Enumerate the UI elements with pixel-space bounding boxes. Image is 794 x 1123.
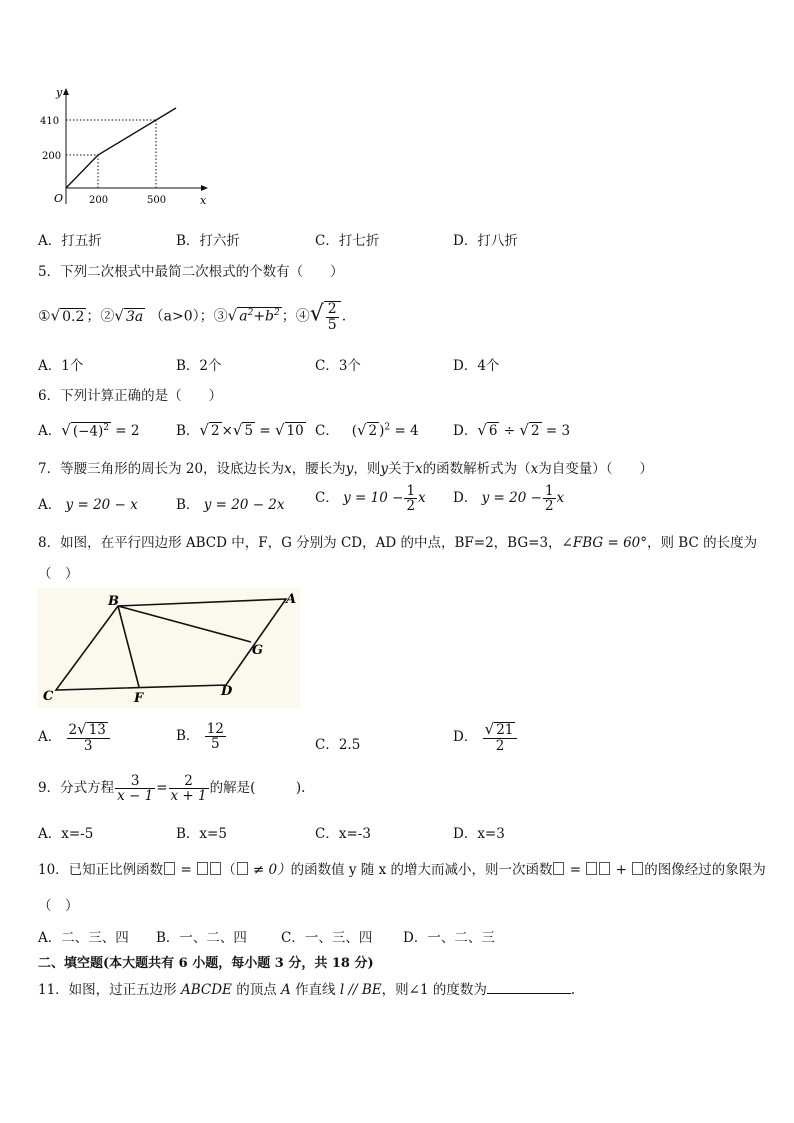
q8-a-label: A． [38, 728, 62, 745]
radical-icon: √ [484, 720, 495, 738]
graph-x-label: x [200, 194, 207, 207]
q6-b-times: × [221, 423, 233, 439]
missing-glyph-icon [197, 862, 208, 875]
radical-icon: √ [77, 720, 87, 738]
missing-glyph-icon [632, 862, 643, 875]
q5-stem: 5．下列二次根式中最简二次根式的个数有（ ） [38, 264, 344, 280]
q8-option-d[interactable] [453, 722, 518, 753]
q10-stem-part1: 10．已知正比例函数 [38, 862, 164, 878]
q6-a-exp: 2 [103, 422, 109, 433]
q7-var-y: y [345, 461, 354, 477]
q9-f2-den: x + 1 [170, 788, 207, 805]
q9-f1-num: 3 [115, 774, 155, 789]
q8-b-label: B． [176, 728, 200, 745]
q7-stem-part4: 关于 [387, 461, 415, 477]
q7-stem-part1: 7．等腰三角形的周长为 20，设底边长为 [38, 461, 285, 477]
q8-parallelogram-figure [38, 588, 303, 713]
missing-glyph-icon [586, 862, 597, 875]
q7-c-expr: y = 10 − [343, 490, 404, 507]
q8-b-den: 5 [211, 736, 220, 753]
q10-option-c[interactable]: C．一、三、四 [281, 930, 373, 946]
q6-c-label: C． [315, 423, 339, 439]
q8-option-a[interactable] [38, 722, 111, 753]
q7-c-label: C． [315, 490, 339, 507]
q5-item1-mark: ① [38, 308, 51, 325]
vertex-d-label: D [221, 684, 233, 699]
q9-f2-num: 2 [169, 774, 209, 789]
q6-c-radicand: 2 [368, 423, 378, 439]
q4-option-a[interactable]: A．打五折 [38, 233, 102, 249]
q6-d-r2: 2 [530, 423, 540, 439]
q10-stem-part3: 的图像经过的象限为 [644, 862, 766, 878]
q7-stem-part3: ，则 [353, 461, 381, 477]
q6-a-result: = 2 [110, 423, 140, 439]
graph-y-arrow [63, 88, 69, 95]
q10-option-d[interactable]: D．一、二、三 [403, 930, 495, 946]
missing-glyph-icon [210, 862, 221, 875]
q5-option-c[interactable]: C．3个 [315, 358, 361, 374]
q4-option-d[interactable]: D．打八折 [453, 233, 518, 249]
q6-option-a[interactable] [38, 419, 139, 439]
radical-icon: √ [50, 306, 61, 325]
q9-stem-part1: 9．分式方程 [38, 780, 115, 797]
q6-d-label: D． [453, 423, 478, 439]
q9-fraction-1 [115, 774, 155, 803]
q7-d-fraction [543, 484, 556, 513]
q11-stem-part2: 的顶点 [236, 982, 277, 998]
q5-item3-b: b [265, 308, 275, 325]
q5-item3-radicand: $a^2+b^2$ [239, 308, 280, 325]
radical-icon: √ [114, 306, 124, 325]
q10-cond-open: （ [222, 862, 236, 878]
q5-option-b[interactable]: B．2个 [176, 358, 222, 374]
q7-option-b[interactable] [176, 493, 285, 513]
q5-item3-sup-a: 2 [247, 308, 254, 319]
q5-item1-radicand: 0.2 [62, 308, 85, 325]
graph-function-line [66, 108, 176, 188]
q8-option-c[interactable]: C．2.5 [315, 737, 361, 753]
q6-a-label: A． [38, 423, 62, 439]
q5-item4-fraction [324, 301, 341, 332]
q10-stem-line2: （ ） [38, 898, 79, 914]
q8-a-fraction [67, 722, 110, 753]
q7-var-x-2: x [414, 461, 423, 477]
q7-c-fraction [404, 484, 417, 513]
q7-stem-part2: ，腰长为 [291, 461, 346, 477]
missing-glyph-icon [164, 862, 175, 875]
q7-c-num: 1 [406, 483, 416, 499]
q10-eq2: = [565, 862, 586, 878]
radical-icon: √ [356, 421, 367, 439]
missing-glyph-icon [599, 862, 610, 875]
segment-bg [118, 606, 251, 642]
q6-option-c[interactable]: C． (√ 2 )$^2$ = 4 [315, 421, 419, 439]
q5-item4-num: 2 [327, 301, 337, 317]
q9-option-b[interactable]: B．x=5 [176, 826, 227, 842]
q10-stem-line1 [38, 858, 766, 878]
q10-stem-part2: 的函数值 y 随 x 的增大而减小，则一次函数 [290, 862, 553, 878]
q8-option-b[interactable] [176, 722, 227, 751]
q6-b-eq: = [255, 423, 275, 439]
q7-stem [38, 457, 653, 477]
q6-b-r2: 5 [244, 423, 254, 439]
q7-var-y-2: y [380, 461, 388, 477]
q4-graph [36, 84, 216, 214]
q7-a-expr: y = 20 − x [65, 497, 138, 513]
q6-d-result: = 3 [541, 423, 571, 439]
q6-b-label: B． [176, 423, 200, 439]
vertex-c-label: C [43, 689, 54, 704]
missing-glyph-icon [237, 862, 248, 875]
q6-d-r1: 6 [488, 423, 498, 439]
q5-item3-sup-b: 2 [274, 308, 280, 319]
q11-vertex: A [281, 982, 291, 998]
q7-d-x: x [556, 490, 565, 507]
q11-stem-part1: 11．如图，过正五边形 [38, 982, 177, 998]
q5-option-a[interactable]: A．1个 [38, 358, 84, 374]
q8-stem-part1: 8．如图，在平行四边形 ABCD 中，F，G 分别为 CD，AD 的中点，BF=2，BG=3， [38, 535, 562, 551]
q8-a-num [67, 722, 110, 739]
graph-y-tick-200: 200 [42, 151, 62, 162]
q8-stem-part2: ，则 BC 的长度为 [647, 535, 758, 551]
q6-d-div: ÷ [499, 423, 520, 439]
q5-item2-radicand: 3a [125, 308, 144, 325]
missing-glyph-icon [553, 862, 564, 875]
q5-sep1: ；② [86, 308, 115, 325]
q11-line: l // BE [339, 982, 382, 998]
graph-origin-label: O [54, 192, 64, 205]
q9-option-d[interactable]: D．x=3 [453, 826, 505, 842]
q11-stem-part3: 作直线 [295, 982, 336, 998]
q9-f1-den: x − 1 [117, 788, 154, 805]
radical-icon: √ [519, 421, 529, 439]
q9-fraction-2 [169, 774, 209, 803]
q6-option-d[interactable] [453, 419, 570, 439]
q9-stem [38, 774, 305, 803]
q7-c-x: x [418, 490, 426, 507]
radical-icon: √ [61, 421, 71, 439]
radical-icon: √ [227, 306, 238, 325]
q11-answer-blank[interactable] [487, 980, 571, 994]
q4-option-c[interactable]: C．打七折 [315, 233, 380, 249]
vertex-a-label: A [286, 592, 297, 607]
q8-angle: ∠FBG = 60° [561, 535, 648, 551]
radical-icon: √ [274, 421, 285, 439]
q10-option-b[interactable]: B．一、二、四 [156, 930, 247, 946]
graph-x-tick-500: 500 [147, 195, 167, 206]
q10-cond: ≠ 0） [248, 862, 291, 878]
q6-option-b[interactable] [176, 419, 306, 439]
q11-end: . [570, 982, 576, 998]
q8-a-radicand: 13 [88, 722, 106, 738]
radical-icon: √ [232, 421, 243, 439]
q6-stem: 6．下列计算正确的是（ ） [38, 388, 223, 404]
q7-stem-part5: 的函数解析式为（ [422, 461, 531, 477]
q10-plus: + [611, 862, 632, 878]
segment-bf [118, 606, 139, 687]
q8-stem-line1 [38, 531, 757, 551]
q7-d-den: 2 [544, 498, 554, 515]
q6-a-base: (−4) [72, 423, 104, 439]
q6-c-result: = 4 [390, 423, 419, 439]
q8-d-radicand: 21 [496, 722, 514, 738]
q7-stem-part6: 为自变量）（ ） [538, 461, 653, 477]
q9-option-c[interactable]: C．x=-3 [315, 826, 371, 842]
q8-d-label: D． [453, 728, 478, 745]
q9-equals: = [156, 780, 168, 797]
q8-stem-line2: （ ） [38, 566, 79, 582]
q5-item2-cond: （a>0）；③ [149, 308, 228, 325]
q7-option-c[interactable] [315, 484, 426, 513]
q5-items [38, 301, 346, 332]
vertex-b-label: B [108, 594, 119, 609]
q10-option-a[interactable]: A．二、三、四 [38, 930, 129, 946]
radical-icon: √ [199, 421, 209, 439]
q5-item3-a: a [239, 308, 248, 325]
q7-option-a[interactable] [38, 493, 138, 513]
q6-a-radicand [71, 422, 111, 440]
q6-b-r3: 10 [286, 423, 304, 439]
q11-pentagon: ABCDE [180, 982, 232, 998]
q10-eq1: = [176, 862, 197, 878]
point-f-label: F [134, 691, 144, 706]
q8-d-fraction [483, 722, 518, 753]
q8-a-coef: 2 [68, 722, 78, 738]
graph-y-tick-410: 410 [40, 116, 60, 127]
q8-b-num: 12 [206, 721, 224, 737]
point-g-label: G [252, 643, 264, 658]
q8-b-fraction [205, 722, 226, 751]
q7-var-x-3: x [530, 461, 539, 477]
q7-b-label: B． [176, 497, 200, 513]
q5-item4-den: 5 [327, 316, 337, 333]
q7-a-label: A． [38, 497, 62, 513]
q7-var-x: x [284, 461, 292, 477]
graph-x-arrow [201, 185, 208, 191]
q8-d-den: 2 [495, 737, 505, 754]
q11-stem [38, 978, 575, 998]
q5-option-d[interactable]: D．4个 [453, 358, 500, 374]
q9-stem-part2: 的解是( ). [209, 780, 306, 797]
q11-stem-part4: ，则∠1 的度数为 [381, 982, 487, 998]
radical-icon: √ [309, 301, 324, 327]
q6-b-r1: 2 [210, 423, 220, 439]
q7-c-den: 2 [406, 498, 416, 515]
q7-b-expr: y = 20 − 2x [203, 497, 285, 513]
q9-option-a[interactable]: A．x=-5 [38, 826, 94, 842]
q6-c-exp: 2 [384, 422, 391, 433]
q7-d-expr: y = 20 − [481, 490, 542, 507]
q7-d-num: 1 [544, 483, 554, 499]
q7-option-d[interactable] [453, 484, 564, 513]
q5-sep3: ；④ [281, 308, 310, 325]
q4-option-b[interactable]: B．打六折 [176, 233, 240, 249]
graph-y-label: y [56, 86, 63, 99]
q8-d-num [483, 722, 518, 739]
section2-title: 二、填空题(本大题共有 6 小题，每小题 3 分，共 18 分) [38, 956, 374, 971]
q7-d-label: D． [453, 490, 478, 507]
q8-a-den: 3 [83, 737, 93, 754]
graph-x-tick-200: 200 [89, 195, 109, 206]
q5-end: . [341, 308, 347, 325]
radical-icon: √ [477, 421, 487, 439]
